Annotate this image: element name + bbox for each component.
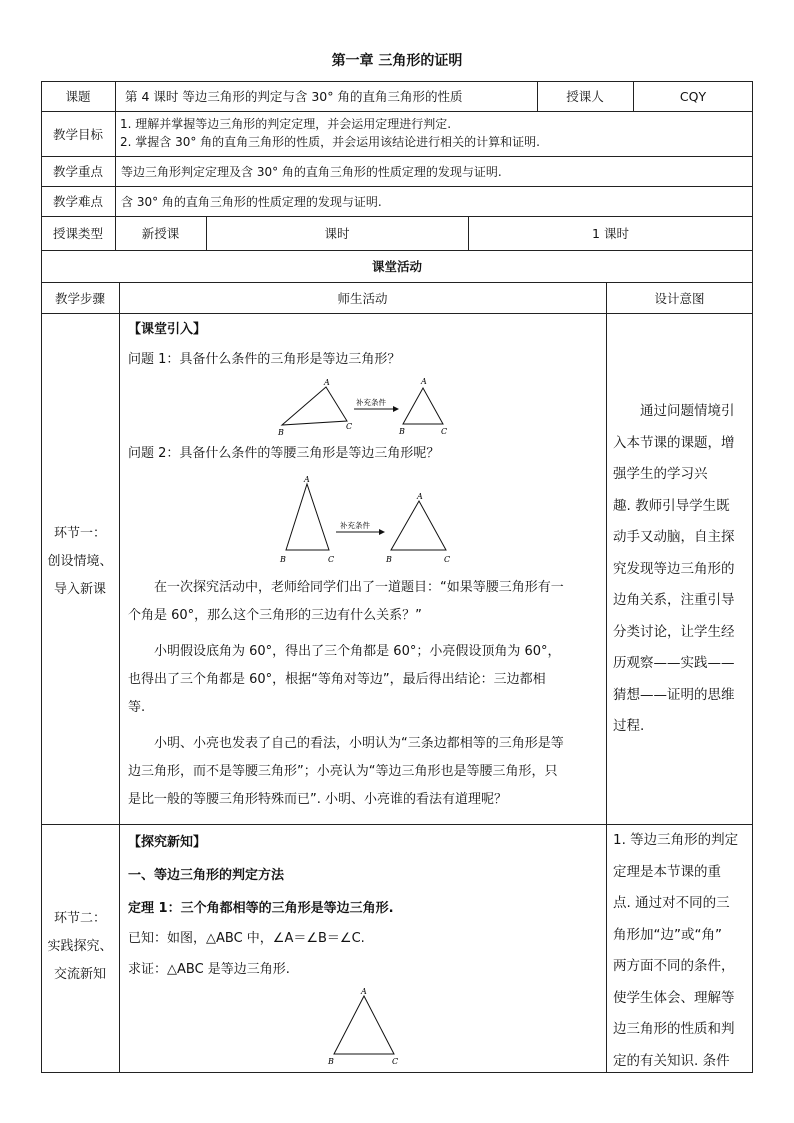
intent-line: 入本节课的课题，增	[613, 434, 735, 451]
isosceles-triangle	[286, 484, 329, 550]
vertex-label-b: B	[399, 427, 405, 436]
given-statement: 已知：如图，△ABC 中，∠A＝∠B＝∠C.	[128, 931, 365, 946]
equilateral-triangle	[403, 388, 443, 424]
section1-heading: 【课堂引入】	[128, 322, 207, 337]
intent-line: 定理是本节课的重	[613, 863, 721, 880]
teacher-value: CQY	[679, 88, 707, 104]
intent-line: 趣. 教师引导学生既	[613, 497, 730, 514]
vertex-label-c: C	[392, 1057, 399, 1066]
lesson-type-value: 新授课	[141, 226, 180, 241]
vertex-label-c: C	[328, 555, 335, 564]
intent-line: 通过问题情境引	[640, 403, 735, 419]
intent-line: 边角关系，注重引导	[613, 592, 735, 608]
intent-line: 两方面不同的条件，	[613, 958, 735, 974]
goal-line-2: 2. 掌握含 30° 角的直角三角形的性质，并会运用该结论进行相关的计算和证明.	[120, 135, 540, 149]
hours-label: 课时	[324, 226, 350, 241]
intent-line: 历观察——实践——	[613, 655, 735, 671]
section2-heading: 【探究新知】	[128, 835, 207, 850]
prove-statement: 求证：△ABC 是等边三角形.	[128, 962, 290, 977]
section1-step-line: 导入新课	[53, 582, 106, 597]
focus-label: 教学重点	[52, 164, 103, 179]
column-intent: 设计意图	[654, 290, 705, 306]
document-title: 第一章 三角形的证明	[331, 53, 463, 69]
vertex-label-a: A	[421, 377, 427, 386]
column-activity: 师生活动	[337, 290, 388, 306]
difficulty-text: 含 30° 角的直角三角形的性质定理的发现与证明.	[121, 194, 382, 209]
arrow-label: 补充条件	[340, 521, 370, 530]
section2-step-line: 交流新知	[53, 967, 106, 982]
section1-step	[41, 520, 119, 604]
arrow-head	[379, 529, 385, 535]
section2-intent	[613, 825, 751, 1077]
equilateral-triangle	[391, 501, 446, 550]
question-2: 问题 2：具备什么条件的等腰三角形是等边三角形呢？	[128, 446, 440, 461]
section2-step-line: 环节二：	[53, 911, 106, 926]
section2-step	[41, 905, 119, 989]
hours-value: 1 课时	[592, 226, 629, 241]
vertex-label-a: A	[304, 475, 310, 484]
topic-label: 课题	[65, 89, 91, 104]
focus-text: 等边三角形判定定理及含 30° 角的直角三角形的性质定理的发现与证明.	[121, 164, 502, 179]
activity-title: 课堂活动	[371, 259, 422, 274]
paragraph-line: 边三角形，而不是等腰三角形”；小亮认为“等边三角形也是等腰三角形，只	[128, 764, 558, 779]
figure-isosceles-to-equilateral	[274, 474, 464, 566]
vertex-label-b: B	[280, 555, 286, 564]
vertex-label-c: C	[346, 422, 353, 431]
column-step: 教学步骤	[54, 290, 105, 306]
difficulty-label: 教学难点	[52, 194, 103, 209]
paragraph-line: 小明假设底角为 60°，得出了三个角都是 60°；小亮假设顶角为 60°，	[154, 644, 561, 659]
arrow-head	[393, 406, 399, 412]
goals-label: 教学目标	[52, 126, 103, 142]
section2-subheading: 一、等边三角形的判定方法	[128, 868, 285, 883]
intent-line: 动手又动脑，自主探	[613, 529, 735, 545]
figure-triangle-to-equilateral	[270, 375, 460, 437]
theorem-1: 定理 1：三个角都相等的三角形是等边三角形.	[128, 901, 394, 916]
paragraph-line: 小明、小亮也发表了自己的看法，小明认为“三条边都相等的三角形是等	[154, 736, 564, 751]
vertex-label-a: A	[324, 378, 330, 387]
paragraph-line: 是比一般的等腰三角形特殊而已”. 小明、小亮谁的看法有道理呢？	[128, 792, 507, 807]
intent-line: 究发现等边三角形的	[613, 560, 735, 577]
scalene-triangle	[282, 387, 347, 425]
intent-line: 过程.	[613, 718, 645, 734]
triangle-abc	[334, 996, 394, 1054]
goal-line-1: 1. 理解并掌握等边三角形的判定定理，并会运用定理进行判定.	[120, 117, 452, 131]
question-1: 问题 1：具备什么条件的三角形是等边三角形？	[128, 352, 401, 367]
section1-intent	[613, 396, 751, 743]
intent-line: 点. 通过对不同的三	[613, 895, 730, 911]
topic-value: 第 4 课时 等边三角形的判定与含 30° 角的直角三角形的性质	[125, 89, 463, 104]
arrow-label: 补充条件	[356, 398, 386, 407]
teacher-label: 授课人	[566, 89, 604, 104]
vertex-label-b: B	[386, 555, 392, 564]
lesson-type-label: 授课类型	[52, 226, 103, 241]
vertex-label-a: A	[417, 492, 423, 501]
vertex-label-c: C	[444, 555, 451, 564]
figure-triangle-abc	[322, 984, 412, 1068]
section2-step-line: 实践探究、	[47, 939, 113, 954]
paragraph-line: 个角是 60°，那么这个三角形的三边有什么关系？”	[128, 608, 422, 623]
intent-line: 边三角形的性质和判	[613, 1021, 735, 1037]
vertex-label-c: C	[441, 427, 448, 436]
intent-line: 角形加“边”或“角”	[613, 926, 722, 943]
intent-line: 1. 等边三角形的判定	[613, 832, 739, 848]
section1-step-line: 环节一：	[53, 526, 106, 541]
section1-step-line: 创设情境、	[47, 554, 113, 569]
paragraph-line: 在一次探究活动中，老师给同学们出了一道题目：“如果等腰三角形有一	[154, 580, 564, 595]
intent-line: 猜想——证明的思维	[613, 686, 735, 703]
intent-line: 强学生的学习兴	[613, 466, 708, 482]
intent-line: 定的有关知识. 条件	[613, 1052, 730, 1069]
paragraph-line: 等.	[128, 700, 146, 715]
intent-line: 使学生体会、理解等	[613, 989, 735, 1006]
intent-line: 分类讨论，让学生经	[613, 623, 735, 640]
vertex-label-b: B	[328, 1057, 334, 1066]
vertex-label-b: B	[278, 428, 284, 437]
vertex-label-a: A	[361, 987, 367, 996]
paragraph-line: 也得出了三个角都是 60°，根据“等角对等边”，最后得出结论：三边都相	[128, 672, 546, 687]
